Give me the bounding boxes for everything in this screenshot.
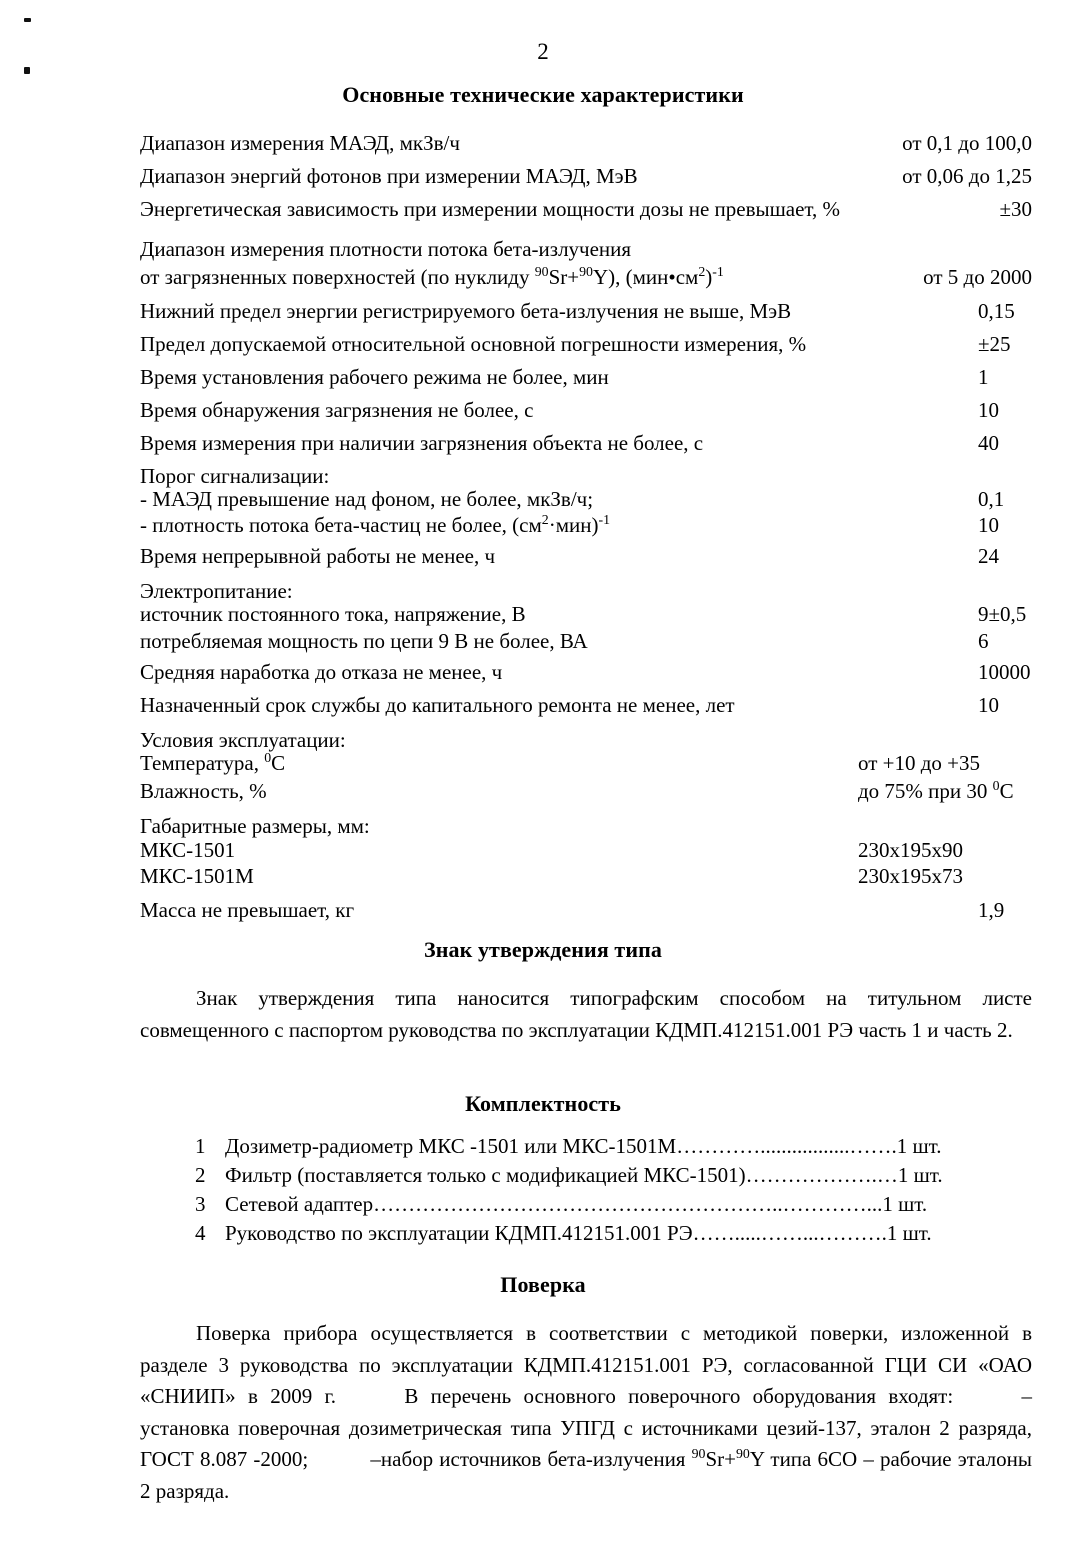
- spec-label: Влажность, %: [140, 779, 267, 803]
- verification-p4: –набор источников бета-излучения $^{90}$Sr+$^{90}$Y типа 6СО – рабочие эталоны 2 разряда.: [140, 1446, 1033, 1503]
- spec-label: Предел допускаемой относительной основной погрешности измерения, %: [140, 332, 807, 356]
- spec-label: Диапазон энергий фотонов при измерении МАЭД, МэВ: [140, 164, 638, 188]
- kit-list: [0, 1134, 1086, 1250]
- spec-value: 24: [978, 544, 999, 568]
- spec-row: [0, 779, 1086, 810]
- spec-label: Габаритные размеры, мм:: [140, 814, 370, 838]
- spec-value: 10: [978, 398, 999, 422]
- kit-item-number: 4: [195, 1221, 206, 1245]
- spec-row: [0, 629, 1086, 660]
- spec-value: ±30: [999, 197, 1032, 221]
- spec-value: 0,15: [978, 299, 1015, 323]
- kit-item-number: 3: [195, 1192, 206, 1216]
- spec-value: ±25: [978, 332, 1011, 356]
- spec-value: от 0,1 до 100,0: [902, 131, 1032, 155]
- section-title-type-mark: Знак утверждения типа: [423, 937, 662, 962]
- spec-label: Время измерения при наличии загрязнения объекта не более, с: [140, 431, 704, 455]
- spec-row: [0, 898, 1086, 929]
- spec-row: [0, 660, 1086, 691]
- spec-label: - плотность потока бета-частиц не более, $(см^2\cdot мин)^{-1}$: [140, 512, 611, 537]
- kit-item-text: Сетевой адаптер…………………………………………………..…………...1 шт.: [225, 1192, 928, 1216]
- verification-p2: В перечень основного поверочного оборудования входят:: [404, 1384, 954, 1408]
- kit-item-number: 2: [195, 1163, 206, 1187]
- spec-value: 1,9: [978, 898, 1005, 922]
- kit-list-item: [0, 1221, 1086, 1250]
- scan-speckle-icon: [24, 67, 30, 74]
- spec-row: [0, 164, 1086, 195]
- kit-list-item: [0, 1134, 1086, 1163]
- spec-label: - МАЭД превышение над фоном, не более, мкЗв/ч;: [140, 487, 594, 511]
- spec-value: 6: [978, 629, 989, 653]
- spec-row: [0, 299, 1086, 330]
- spec-label: Диапазон измерения МАЭД, мкЗв/ч: [140, 131, 460, 155]
- spec-value: до 75% при 30 $^0$С: [858, 778, 1014, 803]
- spec-value: от +10 до +35: [858, 751, 981, 775]
- spec-label: Время установления рабочего режима не более, мин: [140, 365, 609, 389]
- spec-row: [0, 544, 1086, 575]
- spec-row: [0, 751, 1086, 782]
- spec-row: [0, 131, 1086, 162]
- kit-list-item: [0, 1192, 1086, 1221]
- spec-row: [0, 265, 1086, 296]
- spec-row: [0, 693, 1086, 724]
- spec-value: от 5 до 2000: [923, 265, 1032, 289]
- spec-label: источник постоянного тока, напряжение, В: [140, 602, 526, 626]
- spec-label: МКС-1501М: [140, 864, 254, 888]
- spec-row: [0, 365, 1086, 396]
- section-title-kit: Комплектность: [465, 1091, 621, 1116]
- spec-label: МКС-1501: [140, 838, 236, 862]
- spec-value: 230x195x73: [858, 864, 963, 888]
- spec-label: Условия эксплуатации:: [140, 728, 346, 752]
- spec-label: Нижний предел энергии регистрируемого бета-излучения не выше, МэВ: [140, 299, 792, 323]
- page-number: 2: [537, 39, 549, 64]
- type-mark-text: Знак утверждения типа наносится типографским способом на титульном листе совмещенного с паспортом руководства по эксплуатации КДМП.412151.001 РЭ часть 1 и часть 2.: [140, 986, 1032, 1042]
- spec-row: [0, 513, 1086, 544]
- spec-row: [0, 332, 1086, 363]
- spec-value: 0,1: [978, 487, 1005, 511]
- kit-list-item: [0, 1163, 1086, 1192]
- kit-item-number: 1: [195, 1134, 206, 1158]
- scan-speckle-icon: [24, 18, 31, 22]
- spec-value: 10000: [978, 660, 1031, 684]
- spec-label: Энергетическая зависимость при измерении мощности дозы не превышает, %: [140, 197, 841, 221]
- spec-value: 10: [978, 513, 999, 537]
- verification-paragraphs: [140, 1318, 1032, 1507]
- section-title-verification: Поверка: [500, 1272, 586, 1297]
- spec-value: 40: [978, 431, 999, 455]
- spec-value: 9±0,5: [978, 602, 1027, 626]
- verification-p3: –установка поверочная дозиметрическая типа УПГД с источниками цезий-137, эталон 2 разряда, ГОСТ 8.087 -2000;: [140, 1384, 1032, 1471]
- type-mark-paragraph: [140, 983, 1032, 1046]
- spec-row: [0, 431, 1086, 462]
- kit-item-text: Фильтр (поставляется только с модификацией МКС-1501)……………….…1 шт.: [225, 1163, 943, 1187]
- spec-label: Средняя наработка до отказа не менее, ч: [140, 660, 503, 684]
- spec-label: Электропитание:: [140, 579, 293, 603]
- spec-label: Время обнаружения загрязнения не более, с: [140, 398, 534, 422]
- spec-label: Диапазон измерения плотности потока бета-излучения: [140, 237, 632, 261]
- kit-item-text: Дозиметр-радиометр МКС -1501 или МКС-1501М………….................…….1 шт.: [225, 1134, 942, 1158]
- spec-label: Назначенный срок службы до капитального ремонта не менее, лет: [140, 693, 735, 717]
- spec-label: потребляемая мощность по цепи 9 В не более, ВА: [140, 629, 588, 653]
- spec-value: 230x195x90: [858, 838, 963, 862]
- spec-value: от 0,06 до 1,25: [902, 164, 1032, 188]
- spec-label: от загрязненных поверхностей (по нуклиду $^{90}$Sr+$^{90}$Y), $(мин•см^2)^{-1}$: [140, 264, 724, 289]
- page-title: Основные технические характеристики: [342, 82, 744, 107]
- spec-label: Температура, $^0$С: [140, 750, 286, 775]
- spec-value: 1: [978, 365, 989, 389]
- spec-label: Время непрерывной работы не менее, ч: [140, 544, 496, 568]
- verification-p1: Поверка прибора осуществляется в соответствии с методикой поверки, изложенной в разделе 3 руководства по эксплуатации КДМП.412151.001 РЭ, согласованной ГЦИ СИ «ОАО «СНИИП» в 2009 г.: [140, 1321, 1032, 1408]
- spec-label: Масса не превышает, кг: [140, 898, 355, 922]
- spec-row: [0, 197, 1086, 228]
- spec-row: [0, 864, 1086, 895]
- spec-row: [0, 398, 1086, 429]
- spec-label: Порог сигнализации:: [140, 464, 330, 488]
- kit-item-text: Руководство по эксплуатации КДМП.412151.001 РЭ…….....……...……….1 шт.: [225, 1221, 932, 1245]
- spec-value: 10: [978, 693, 999, 717]
